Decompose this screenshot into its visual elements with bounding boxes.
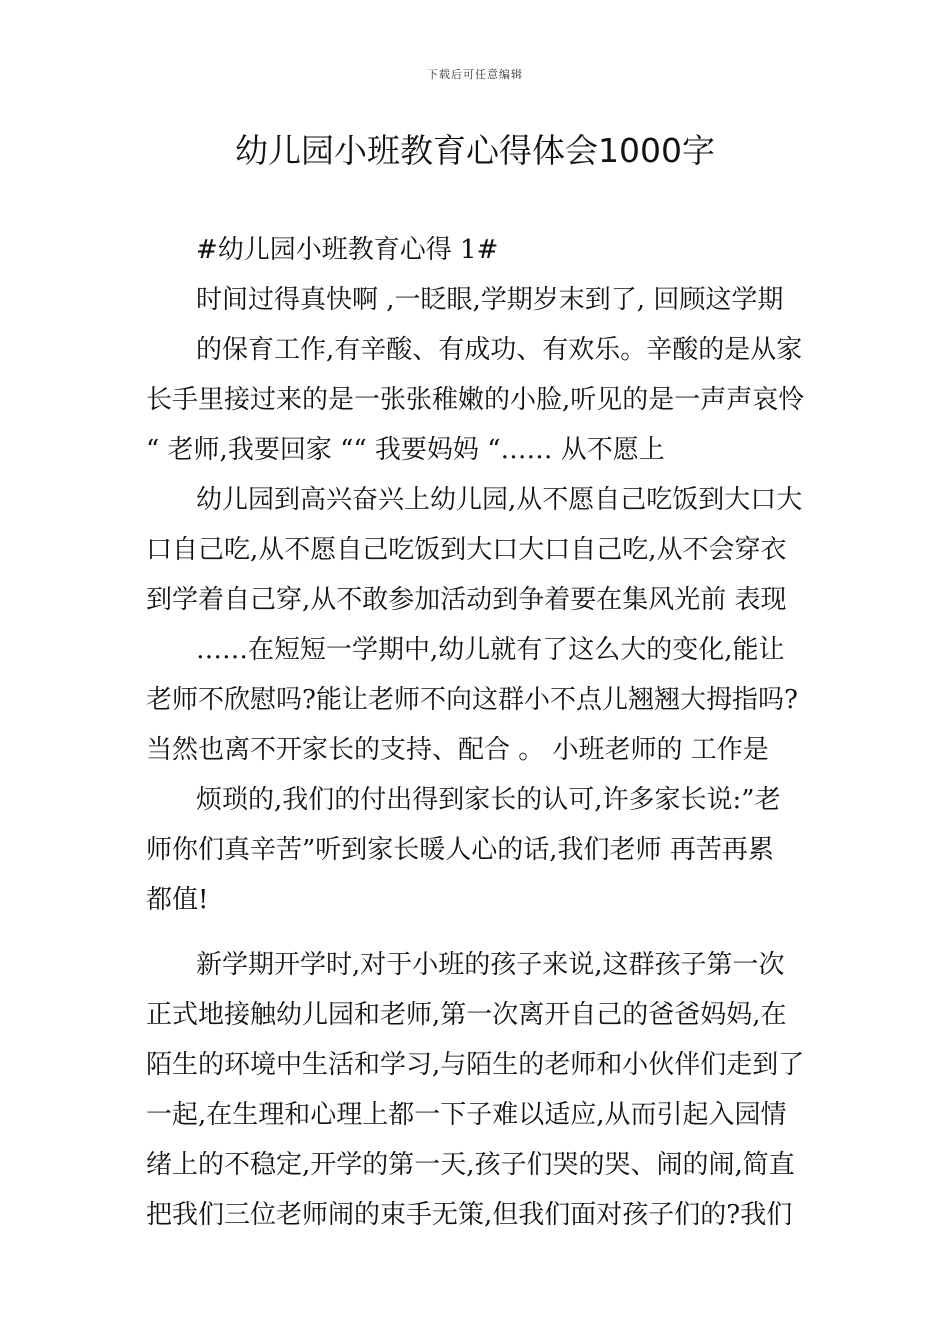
paragraph-line: 老师不欣慰吗?能让老师不向这群小不点儿翘翘大拇指吗?	[146, 685, 798, 715]
paragraph-line: 到学着自己穿,从不敢参加活动到争着要在集风光前 表现	[146, 585, 787, 615]
page-header-note: 下载后可任意编辑	[427, 68, 523, 81]
paragraph-line: 长手里接过来的是一张张稚嫩的小脸,听见的是一声声哀怜	[146, 385, 805, 415]
section-heading: #幼儿园小班教育心得 1#	[196, 235, 499, 265]
paragraph-line: 把我们三位老师闹的束手无策,但我们面对孩子们的?我们	[146, 1200, 793, 1230]
paragraph-line: 烦琐的,我们的付出得到家长的认可,许多家长说:”老	[196, 785, 781, 815]
paragraph-gap	[146, 925, 808, 940]
document-title: 幼儿园小班教育心得体会1000字	[235, 131, 715, 170]
paragraph-line: 的保育工作,有辛酸、有成功、有欢乐。辛酸的是从家	[196, 335, 803, 365]
paragraph-line: ……在短短一学期中,幼儿就有了这么大的变化,能让	[196, 635, 785, 665]
paragraph-line: 幼儿园到高兴奋兴上幼儿园,从不愿自己吃饭到大口大	[196, 485, 803, 515]
paragraph-line: 绪上的不稳定,开学的第一天,孩子们哭的哭、闹的闹,简直	[146, 1150, 795, 1180]
paragraph-line: 当然也离不开家长的支持、配合 。 小班老师的 工作是	[146, 735, 769, 765]
paragraph-line: 师你们真辛苦”听到家长暖人心的话,我们老师 再苦再累	[146, 835, 774, 865]
paragraph-line: “ 老师,我要回家 ““ 我要妈妈 “…… 从不愿上	[146, 435, 665, 465]
paragraph-line: 时间过得真快啊 ,一眨眼,学期岁末到了, 回顾这学期	[196, 285, 784, 315]
paragraph-line: 口自己吃,从不愿自己吃饭到大口大口自己吃,从不会穿衣	[146, 535, 787, 565]
paragraph-line: 正式地接触幼儿园和老师,第一次离开自己的爸爸妈妈,在	[146, 1000, 787, 1030]
paragraph-line: 都值!	[146, 885, 209, 915]
paragraph-line: 陌生的环境中生活和学习,与陌生的老师和小伙伴们走到了	[146, 1050, 805, 1080]
document-body	[146, 225, 808, 1240]
paragraph-line: 一起,在生理和心理上都一下子难以适应,从而引起入园情	[146, 1100, 787, 1130]
paragraph-line: 新学期开学时,对于小班的孩子来说,这群孩子第一次	[196, 950, 785, 980]
